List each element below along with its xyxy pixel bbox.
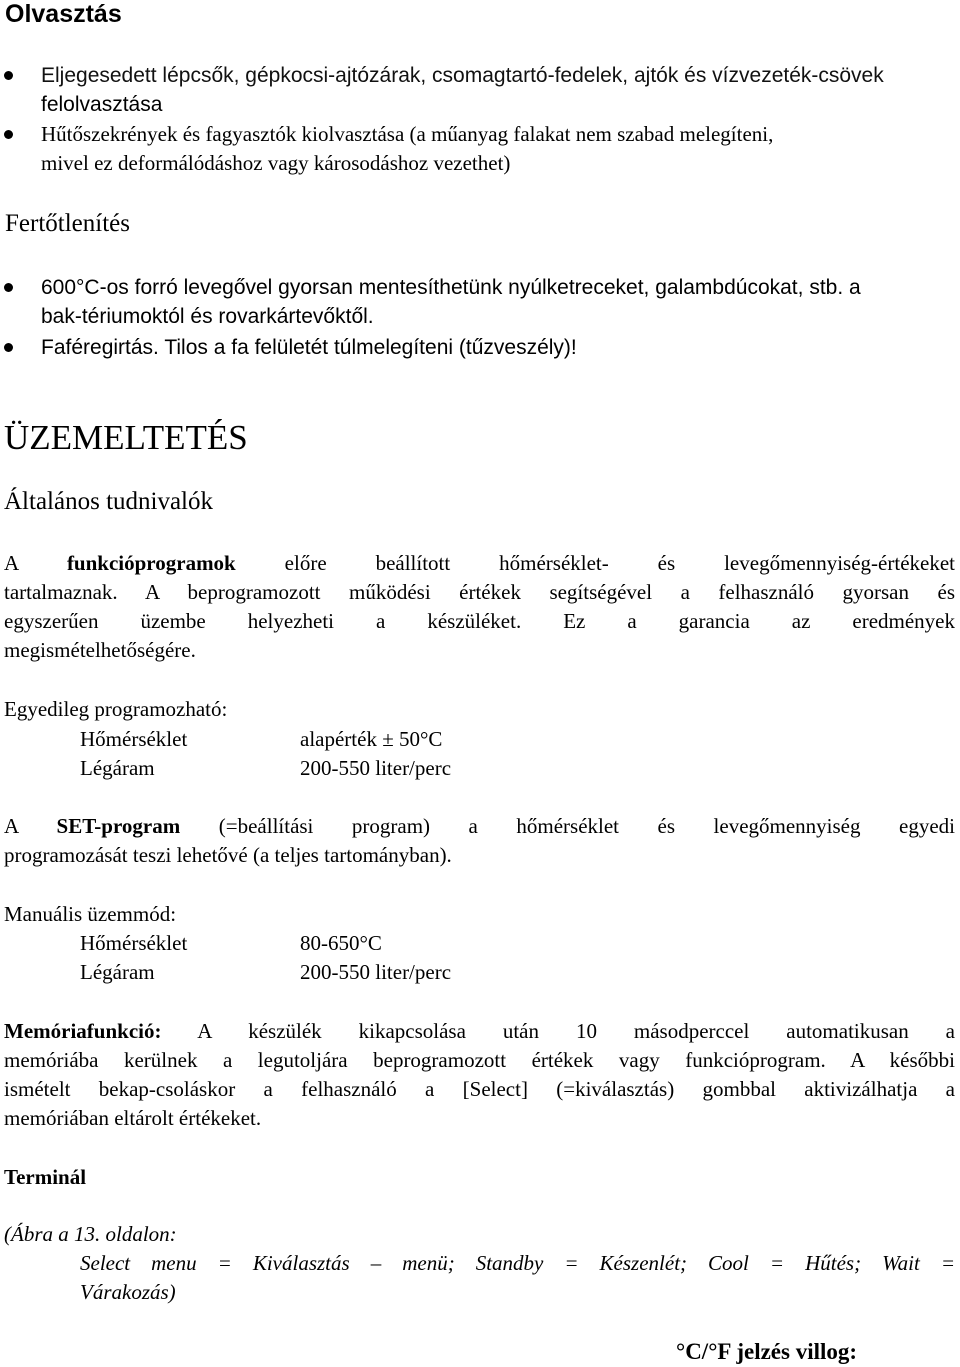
heading-fertotlenites: Fertőtlenítés: [5, 210, 130, 237]
paragraph-funkcioprogramok-line4: megismételhetőségére.: [4, 638, 196, 662]
manual-row-name: Légáram: [80, 960, 155, 984]
manual-row-value: 200-550 liter/perc: [300, 960, 452, 984]
paragraph-memory-line4: memóriában eltárolt értékeket.: [4, 1106, 262, 1130]
para-bold-term: funkcióprogramok: [66, 551, 236, 575]
list-item-fert-1-line1: 600°C-os forró levegővel gyorsan mentesíthetünk nyúlketreceket, galambdúcokat, stb. a: [41, 276, 861, 299]
paragraph-funkcioprogramok-line1: [4, 549, 955, 578]
figure-reference: (Ábra a 13. oldalon:: [4, 1222, 177, 1246]
paragraph-memory-line1: [4, 1017, 955, 1046]
list-item-olvasztas-1-line2: felolvasztása: [41, 93, 163, 116]
para-text: előre beállított hőmérséklet- és levegőmennyiség-értékeket: [284, 551, 955, 575]
list-item-fert-2-line1: Faféregirtás. Tilos a fa felületét túlmelegíteni (tűzveszély)!: [41, 336, 577, 359]
heading-terminal: Terminál: [4, 1165, 87, 1189]
custom-row-value: 200-550 liter/perc: [300, 756, 452, 780]
paragraph-set-program-line2: programozását teszi lehetővé (a teljes tartományban).: [4, 843, 452, 867]
paragraph-set-program-line1: [4, 812, 955, 841]
bullet-icon: [4, 283, 13, 292]
manual-mode-label: Manuális üzemmód:: [4, 902, 177, 926]
custom-program-label: Egyedileg programozható:: [4, 697, 228, 721]
paragraph-memory-line2: memóriába kerülnek a legutoljára beprogramozott értékek vagy funkcióprogram. A későbbi: [4, 1048, 955, 1072]
para-bold-term: Memóriafunkció:: [4, 1019, 162, 1043]
para-text: (=beállítási program) a hőmérséklet és levegőmennyiség egyedi: [218, 814, 955, 838]
para-text: A: [4, 551, 19, 575]
subheading-altalanos-tudnivalok: Általános tudnivalók: [4, 488, 213, 515]
bullet-icon: [4, 71, 13, 80]
para-bold-term: SET-program: [56, 814, 181, 838]
manual-row-name: Hőmérséklet: [80, 931, 188, 955]
heading-uzemeltetes: ÜZEMELTETÉS: [4, 418, 248, 457]
paragraph-memory-line3: ismételt bekap-csoláskor a felhasználó a [Select] (=kiválasztás) gombbal aktivizálhatja a: [4, 1077, 955, 1101]
custom-row-name: Hőmérséklet: [80, 727, 188, 751]
para-text: A: [4, 814, 19, 838]
custom-row-value: alapérték ± 50°C: [300, 727, 443, 751]
list-item-olvasztas-2-line1: Hűtőszekrények és fagyasztók kiolvasztása (a műanyag falakat nem szabad melegíteni,: [41, 122, 774, 146]
terminal-legend-line1: Select menu = Kiválasztás – menü; Standby = Készenlét; Cool = Hűtés; Wait =: [80, 1251, 955, 1275]
bullet-icon: [4, 130, 13, 139]
list-item-olvasztas-2-line2: mivel ez deformálódáshoz vagy károsodáshoz vezethet): [41, 151, 511, 175]
manual-row-value: 80-650°C: [300, 931, 382, 955]
paragraph-funkcioprogramok-line3: egyszerűen üzembe helyezheti a készüléket. Ez a garancia az eredmények: [4, 609, 955, 633]
heading-olvasztas: Olvasztás: [5, 0, 122, 28]
list-item-olvasztas-1-line1: Eljegesedett lépcsők, gépkocsi-ajtózárak, csomagtartó-fedelek, ajtók és vízvezeték-csövek: [41, 64, 884, 87]
list-item-fert-1-line2: bak-tériumoktól és rovarkártevőktől.: [41, 305, 374, 328]
para-text: A készülék kikapcsolása után 10 másodperccel automatikusan a: [197, 1019, 955, 1043]
bullet-icon: [4, 343, 13, 352]
custom-row-name: Légáram: [80, 756, 155, 780]
paragraph-funkcioprogramok-line2: tartalmaznak. A beprogramozott működési értékek segítségével a felhasználó gyorsan és: [4, 580, 955, 604]
terminal-legend-line2: Várakozás): [80, 1280, 176, 1304]
temperature-unit-blink-note: °C/°F jelzés villog:: [676, 1339, 858, 1364]
